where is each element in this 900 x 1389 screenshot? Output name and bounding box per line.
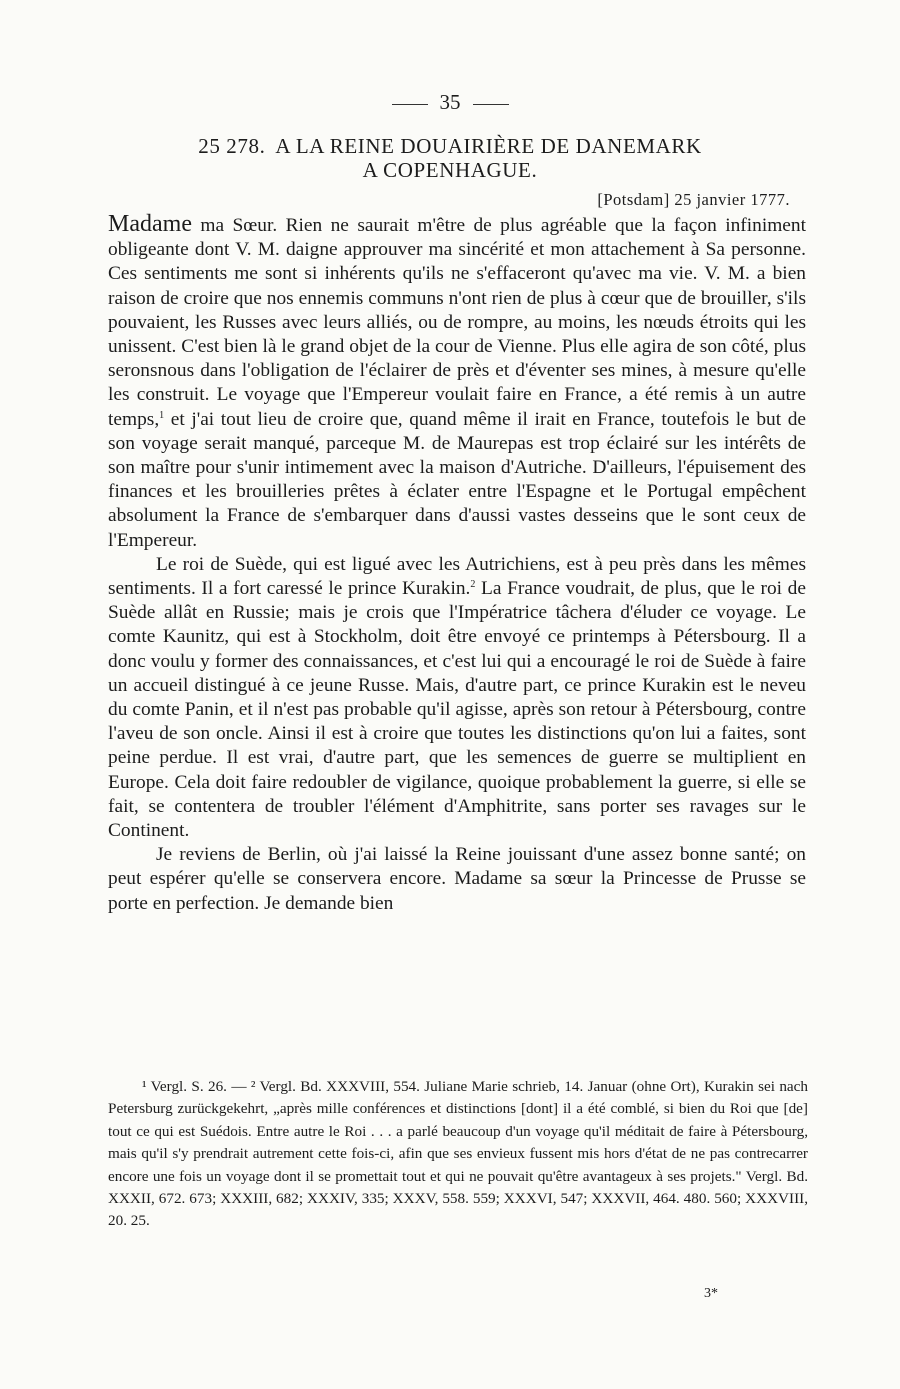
footnote-ref-2: 2 (470, 579, 476, 591)
letter-heading (100, 134, 800, 182)
letter-number: 25 278. (198, 134, 266, 158)
right-rule (473, 104, 509, 105)
paragraph-1-text-end: et j'ai tout lieu de croire que, quand même il irait en France, toutefois le but de son voyage serait manqué, parceque M. de Maurepas est trop éclairé sur les intérêts de son maître pour s'unir intimement avec la maison d'Autriche. D'ailleurs, l'épuisement des finances et les brouilleries prêtes à éclater entre l'Espagne et le Portugal empêchent absolument la France de s'embarquer dans d'aussi vastes desseins que le sont ceux de l'Empereur. (108, 408, 806, 551)
paragraph-1 (108, 211, 806, 553)
dateline: [Potsdam] 25 janvier 1777. (597, 190, 790, 209)
paragraph-2-text: Le roi de Suède, qui est ligué avec les Autrichiens, est à peu près dans les mêmes sentiments. Il a fort caressé le prince Kurakin. (108, 553, 806, 600)
footnote-text: ¹ Vergl. S. 26. — ² Vergl. Bd. XXXVIII, 554. Juliane Marie schrieb, 14. Januar (ohne Ort), Kurakin sei nach Petersburg zurückgekehrt, „après mille conférences et distinctions [dont] il a été comblé, si bien du Roi que [de] tout ce qui est Suédois. Entre autre le Roi . . . a parlé beaucoup d'un voyage qu'il méditait de faire à Pétersbourg, mais qu'il s'y prendrait autrement cette fois-ci, afin que ses envieux fussent mis hors d'état de ne pas contrecarrer encore une fois un voyage dont il se promettait tout et qui ne pouvait qu'être avantageux à ses projets." Vergl. Bd. XXXII, 672. 673; XXXIII, 682; XXXIV, 335; XXXV, 558. 559; XXXVI, 547; XXXVII, 464. 480. 560; XXXVIII, 20. 25. (108, 1078, 808, 1230)
signature-mark: 3* (704, 1286, 718, 1301)
salutation: Madame (108, 211, 192, 237)
letter-body (108, 211, 806, 916)
paragraph-3: Je reviens de Berlin, où j'ai laissé la Reine jouissant d'une assez bonne santé; on peut espérer qu'elle se conservera encore. Madame sa sœur la Princesse de Prusse se porte en perfection. Je demande bien (108, 844, 806, 914)
left-rule (392, 104, 428, 105)
heading-title: A LA REINE DOUAIRIÈRE DE DANEMARK (275, 134, 702, 158)
page-number-text: 35 (439, 90, 461, 114)
heading-line-2: A COPENHAGUE. (362, 158, 538, 182)
footnote-ref-1: 1 (159, 409, 165, 421)
paragraph-2-text-end: La France voudrait, de plus, que le roi de Suède allât en Russie; mais je crois que l'Impératrice tâchera d'éluder ce voyage. Le comte Kaunitz, qui est à Stockholm, doit être envoyé ce printemps à Pétersbourg. Il a donc voulu y former des connaissances, et c'est lui qui a encouragé le roi de Suède à faire un accueil distingué à ce jeune Russe. Mais, d'autre part, ce prince Kurakin est le neveu du comte Panin, et il n'est pas probable qu'il agisse, après son retour à Pétersbourg, contre l'aveu de son oncle. Ainsi il est à croire que toutes les distinctions qu'on lui a faites, sont peine perdue. Il est vrai, d'autre part, que les semences de guerre se multiplient en Europe. Cela doit faire redoubler de vigilance, quoique probablement la guerre, si elle se fait, se contentera de troubler l'élément d'Amphitrite, sans porter ses ravages sur le Continent. (108, 578, 806, 842)
page-number (0, 90, 900, 115)
paragraph-2 (108, 553, 806, 843)
footnotes (108, 1076, 808, 1233)
paragraph-1-text: ma Sœur. Rien ne saurait m'être de plus agréable que la façon infiniment obligeante dont V. M. daigne approuver ma sincérité et mon attachement à Sa personne. Ces sentiments me sont si inhérents qu'ils ne s'effaceront qu'avec ma vie. V. M. a bien raison de croire que nos ennemis communs n'ont rien de plus à cœur que de brouiller, s'ils pouvaient, les Russes avec leurs alliés, ou de rompre, au moins, les nœuds étroits qui les unissent. C'est bien là le grand objet de la cour de Vienne. Plus elle agira de son côté, plus seronsnous dans l'obligation de l'éclairer de près et d'éventer ses mines, à mesure qu'elle les construit. Le voyage que l'Empereur voulait faire en France, a été remis à un autre temps, (108, 215, 806, 430)
heading-line-1 (100, 134, 800, 158)
